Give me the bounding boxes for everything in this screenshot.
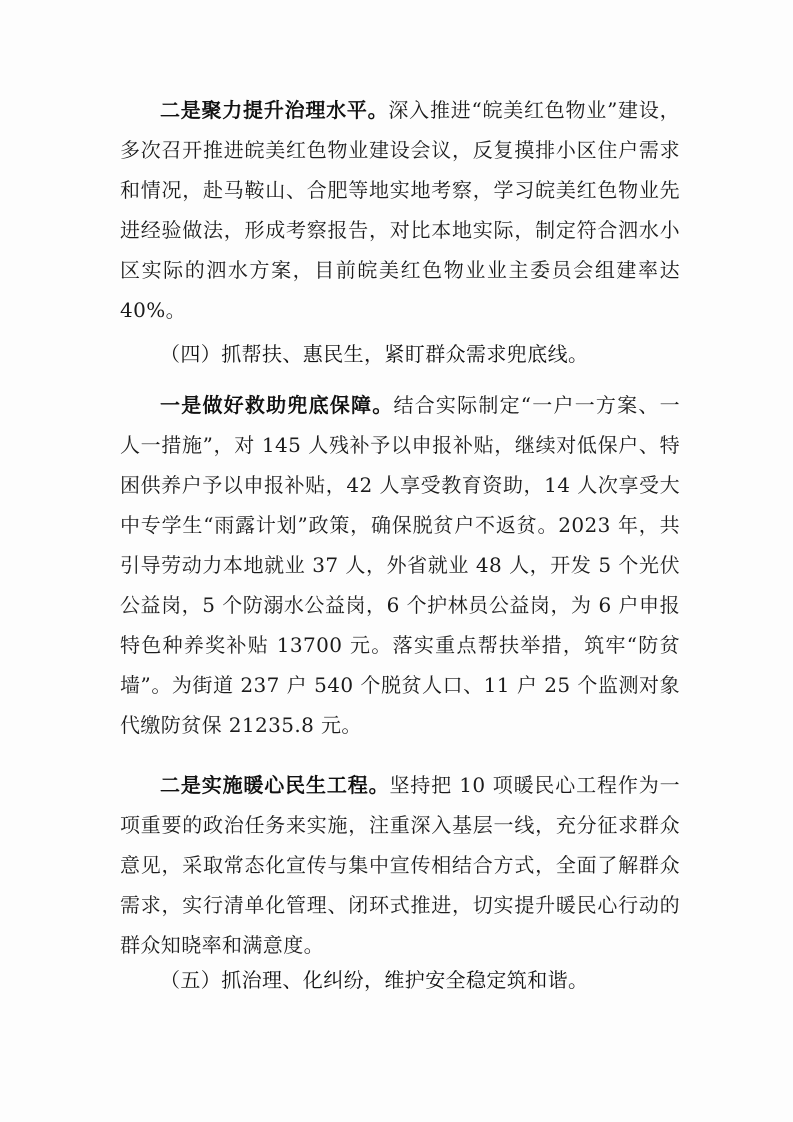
- paragraph-governance: [120, 90, 680, 330]
- section-heading-4: （四）抓帮扶、惠民生，紧盯群众需求兜底线。: [160, 342, 589, 366]
- paragraph-body: 深入推进“皖美红色物业”建设，多次召开推进皖美红色物业建设会议，反复摸排小区住户需求和情况，赴马鞍山、合肥等地实地考察，学习皖美红色物业先进经验做法，形成考察报告，对比本地实际，制定符合泗水小区实际的泗水方案，目前皖美红色物业业主委员会组建率达 40%。: [120, 98, 680, 322]
- paragraph-lead: 二是实施暖心民生工程。: [160, 773, 390, 797]
- paragraph-body: 结合实际制定“一户一方案、一人一措施”，对 145 人残补予以申报补贴，继续对低保户、特困供养户予以申报补贴，42 人享受教育资助，14 人次享受大中专学生“雨露计划”政策，确保脱贫户不返贫。2023 年，共引导劳动力本地就业 37 人，外省就业 48 人，开发 5 个光伏公益岗，5 个防溺水公益岗，6 个护林员公益岗，为 6 户申报特色种养奖补贴 13700 元。落实重点帮扶举措，筑牢“防贫墙”。为街道 237 户 540 个脱贫人口、11 户 25 个监测对象代缴防贫保 21235.8 元。: [120, 393, 680, 737]
- paragraph-livelihood: [120, 765, 680, 965]
- paragraph-relief: [120, 385, 680, 745]
- paragraph-lead: 二是聚力提升治理水平。: [160, 98, 389, 122]
- paragraph-body: 坚持把 10 项暖民心工程作为一项重要的政治任务来实施，注重深入基层一线，充分征求群众意见，采取常态化宣传与集中宣传相结合方式，全面了解群众需求，实行清单化管理、闭环式推进，切实提升暖民心行动的群众知晓率和满意度。: [120, 773, 680, 957]
- paragraph-lead: 一是做好救助兜底保障。: [160, 393, 394, 417]
- section-heading-5: （五）抓治理、化纠纷，维护安全稳定筑和谐。: [160, 968, 589, 992]
